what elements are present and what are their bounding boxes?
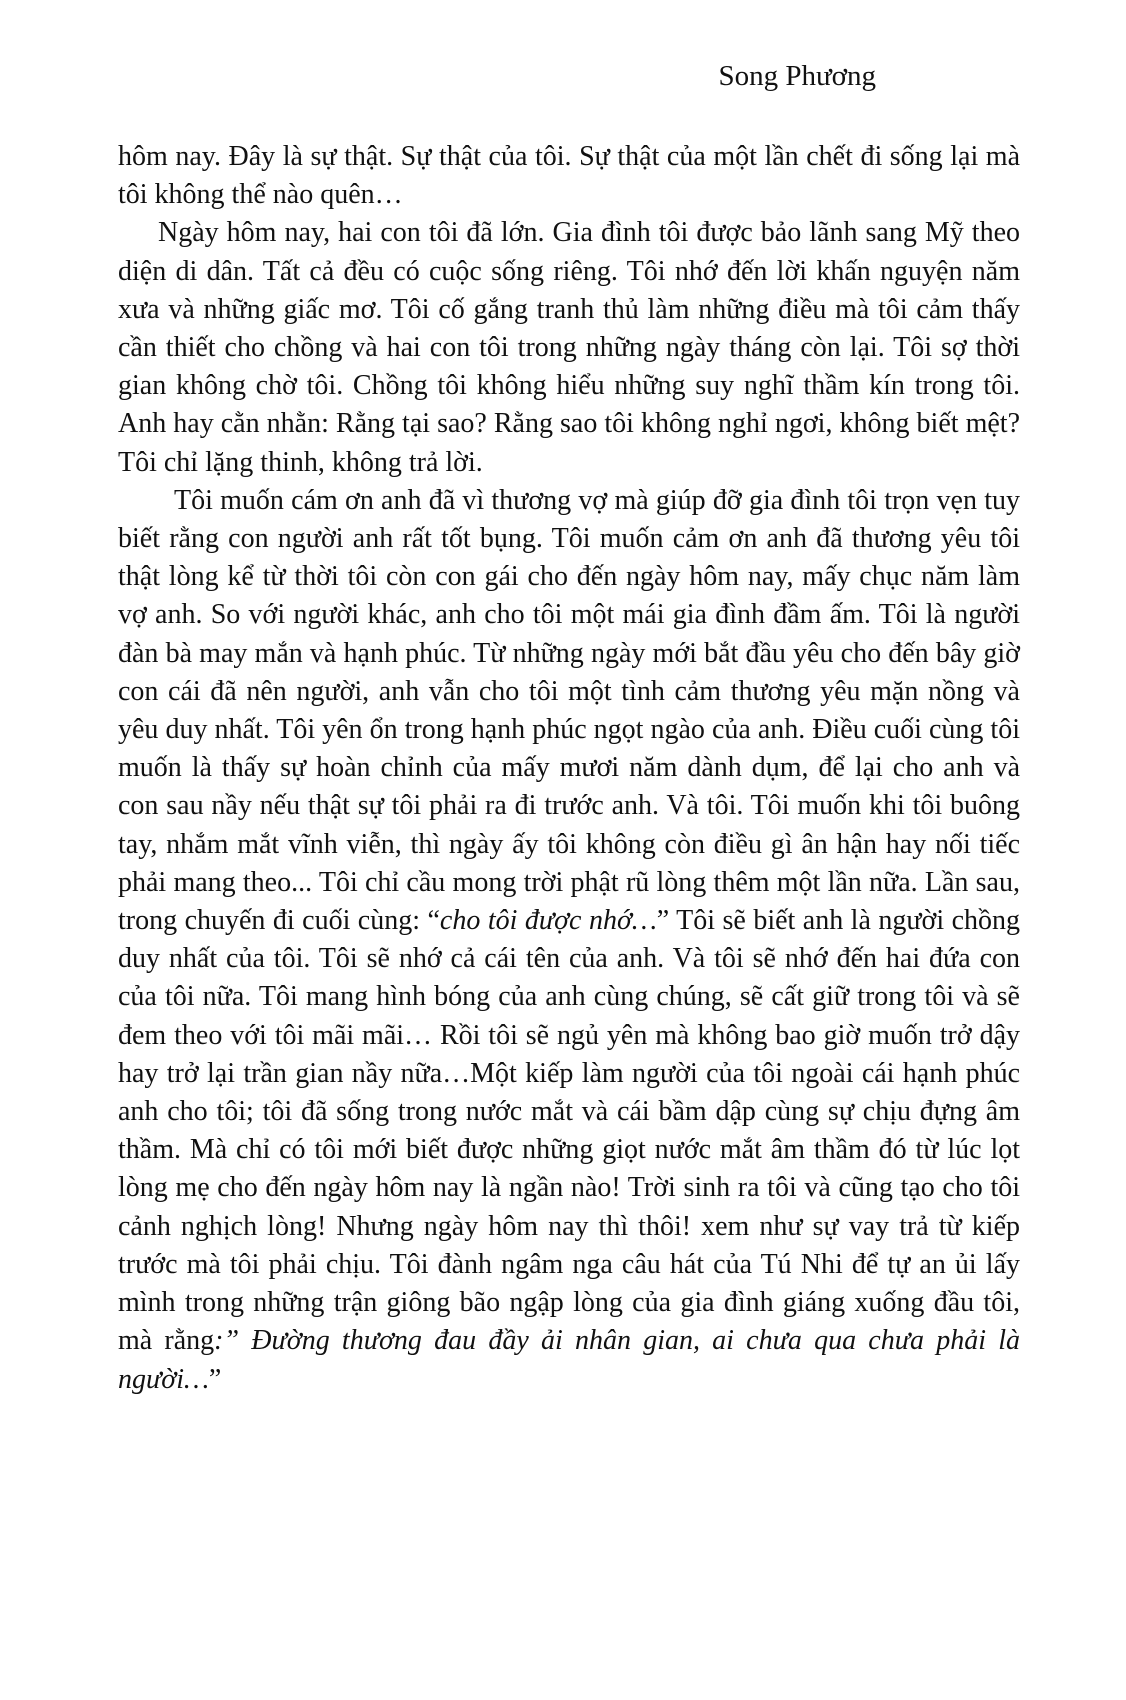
italic-song-quote: :” Đường thương đau đầy ải nhân gian, ai chưa qua chưa phải là người… bbox=[118, 1325, 1020, 1395]
paragraph-2: Ngày hôm nay, hai con tôi đã lớn. Gia đình tôi được bảo lãnh sang Mỹ theo diện di dân. Tất cả đều có cuộc sống riêng. Tôi nhớ đến lời khấn nguyện năm xưa và những giấc mơ. Tôi cố gắng tranh thủ làm những điều mà tôi cảm thấy cần thiết cho chồng và hai con tôi trong những ngày tháng còn lại. Tôi sợ thời gian không chờ tôi. Chồng tôi không hiểu những suy nghĩ thầm kín trong tôi. Anh hay cằn nhằn: Rằng tại sao? Rằng sao tôi không nghỉ ngơi, không biết mệt? Tôi chỉ lặng thinh, không trả lời. bbox=[118, 217, 1020, 478]
paragraph-1: hôm nay. Đây là sự thật. Sự thật của tôi. Sự thật của một lần chết đi sống lại mà tôi không thể nào quên… bbox=[118, 141, 1020, 211]
paragraph-3-part-b: ” Tôi sẽ biết anh là người chồng duy nhất của tôi. Tôi sẽ nhớ cả cái tên của anh. Và tôi sẽ nhớ đến hai đứa con của tôi nữa. Tôi mang hình bóng của anh cùng chúng, sẽ cất giữ trong tôi và sẽ đem theo với tôi mãi mãi… Rồi tôi sẽ ngủ yên mà không bao giờ muốn trở dậy hay trở lại trần gian nầy nữa…Một kiếp làm người của tôi ngoài cái hạnh phúc anh cho tôi; tôi đã sống trong nước mắt và cái bầm dập cùng sự chịu đựng âm thầm. Mà chỉ có tôi mới biết được những giọt nước mắt âm thầm đó từ lúc lọt lòng mẹ cho đến ngày hôm nay là ngần nào! Trời sinh ra tôi và cũng tạo cho tôi cảnh nghịch lòng! Nhưng ngày hôm nay thì thôi! xem như sự vay trả từ kiếp trước mà tôi phải chịu. Tôi đành ngâm nga câu hát của Tú Nhi để tự an ủi lấy mình trong những trận giông bão ngập lòng của gia đình giáng xuống đầu tôi, mà rằng bbox=[118, 905, 1020, 1357]
body-text bbox=[118, 138, 1020, 1399]
paragraph-3-closing-quote: ” bbox=[208, 1363, 222, 1395]
paragraph-3-part-a: Tôi muốn cám ơn anh đã vì thương vợ mà giúp đỡ gia đình tôi trọn vẹn tuy biết rằng con người anh rất tốt bụng. Tôi muốn cảm ơn anh đã thương yêu tôi thật lòng kể từ thời tôi còn con gái cho đến ngày hôm nay, mấy chục năm làm vợ anh. So với người khác, anh cho tôi một mái gia đình đầm ấm. Tôi là người đàn bà may mắn và hạnh phúc. Từ những ngày mới bắt đầu yêu cho đến bây giờ con cái đã nên người, anh vẫn cho tôi một tình cảm thương yêu mặn nồng và yêu duy nhất. Tôi yên ổn trong hạnh phúc ngọt ngào của anh. Điều cuối cùng tôi muốn là thấy sự hoàn chỉnh của mấy mươi năm dành dụm, để lại cho anh và con sau nầy nếu thật sự tôi phải ra đi trước anh. Và tôi. Tôi muốn khi tôi buông tay, nhắm mắt vĩnh viễn, thì ngày ấy tôi không còn điều gì ân hận hay nối tiếc phải mang theo... Tôi chỉ cầu mong trời phật rũ lòng thêm một lần nữa. Lần sau, trong chuyến đi cuối cùng: “ bbox=[118, 484, 1020, 937]
running-header-author: Song Phương bbox=[718, 60, 876, 92]
italic-quote-remember: cho tôi được nhớ… bbox=[439, 905, 657, 937]
paragraph-3 bbox=[118, 482, 1020, 1399]
